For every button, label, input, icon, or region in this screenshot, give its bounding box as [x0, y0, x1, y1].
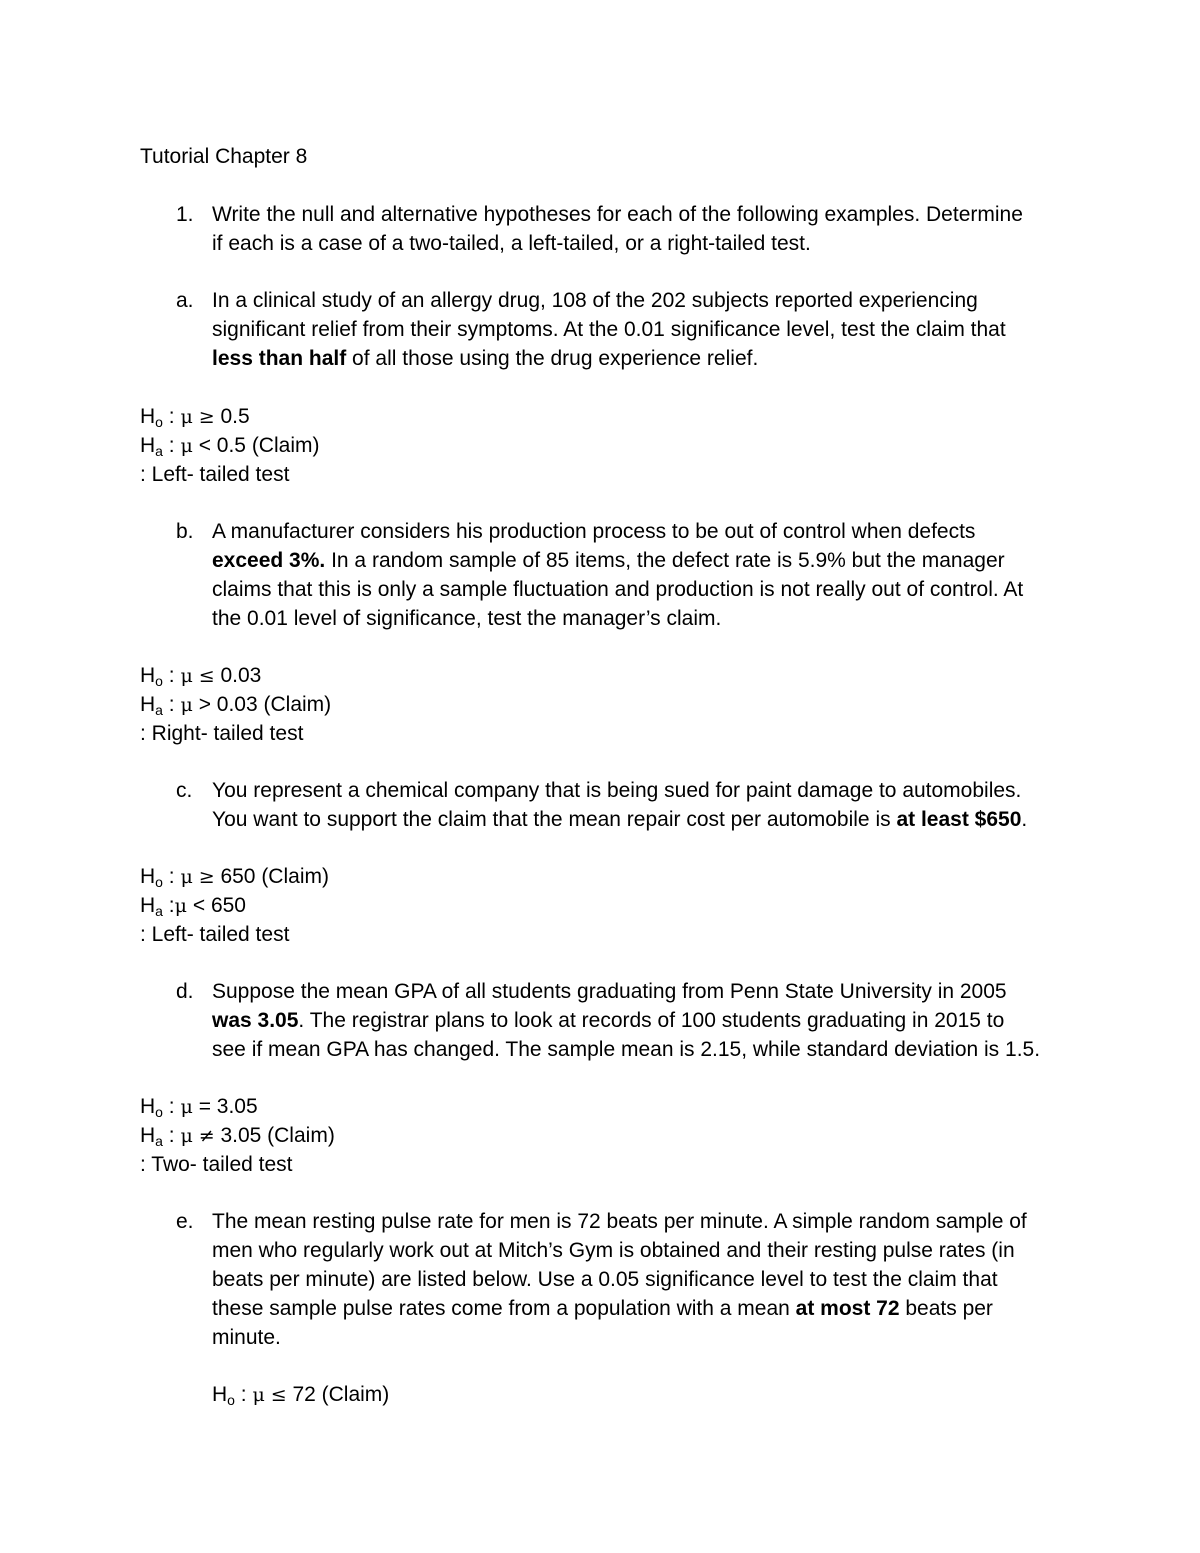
mu-symbol: μ: [180, 866, 193, 888]
item-c-line-1: You represent a chemical company that is being sued for paint damage to automobiles.: [212, 779, 1022, 802]
item-e-line-4: [212, 1294, 993, 1323]
item-b-line-4: the 0.01 level of significance, test the manager’s claim.: [212, 607, 722, 630]
subscript-o: o: [155, 874, 163, 890]
item-c-emphasis: at least $650: [896, 808, 1022, 831]
mu-symbol: μ: [174, 895, 187, 917]
subscript-o: o: [155, 1104, 163, 1120]
subscript-a: a: [155, 903, 163, 919]
item-b-marker: b.: [176, 520, 194, 543]
ha-value: 0.03 (Claim): [210, 693, 332, 716]
item-b-line-2: [212, 546, 1005, 575]
item-e-null-hypothesis: [212, 1380, 389, 1415]
mu-symbol: μ: [180, 1125, 193, 1147]
item-e-marker: e.: [176, 1210, 194, 1233]
item-b-line-1: A manufacturer considers his production process to be out of control when defects: [212, 520, 976, 543]
h-letter: H: [140, 1124, 156, 1147]
item-e-line-2: men who regularly work out at Mitch’s Gym is obtained and their resting pulse rates (in: [212, 1239, 1015, 1262]
item-a-line-2: significant relief from their symptoms. At the 0.01 significance level, test the claim that: [212, 318, 1006, 341]
colon: :: [162, 405, 181, 428]
h0-value: 72 (Claim): [286, 1383, 390, 1406]
colon: :: [162, 1124, 181, 1147]
page-title: Tutorial Chapter 8: [140, 145, 308, 168]
item-b-emphasis: exceed 3%.: [212, 549, 326, 572]
mu-symbol: μ: [252, 1384, 265, 1406]
item-d-line-3: see if mean GPA has changed. The sample mean is 2.15, while standard deviation is 1.5.: [212, 1038, 1041, 1061]
h-letter: H: [140, 405, 156, 428]
h-letter: H: [140, 894, 156, 917]
h-letter: H: [140, 664, 156, 687]
gt-symbol: >: [198, 693, 211, 716]
item-e-line-4-text: these sample pulse rates come from a population with a mean: [212, 1297, 796, 1320]
item-a-line-1: In a clinical study of an allergy drug, 108 of the 202 subjects reported experiencing: [212, 289, 978, 312]
subscript-a: a: [155, 702, 163, 718]
mu-symbol: μ: [180, 406, 193, 428]
ge-symbol: ≥: [198, 866, 215, 888]
item-d-marker: d.: [176, 980, 194, 1003]
ne-symbol: ≠: [198, 1125, 215, 1147]
h0-value: 3.05: [210, 1095, 258, 1118]
item-e-line-1: The mean resting pulse rate for men is 72 beats per minute. A simple random sample of: [212, 1210, 1027, 1233]
mu-symbol: μ: [180, 1096, 193, 1118]
h0-value: 650 (Claim): [214, 865, 329, 888]
colon: :: [162, 894, 175, 917]
lt-symbol: <: [192, 894, 206, 917]
item-c-line-2-text: You want to support the claim that the mean repair cost per automobile is: [212, 808, 897, 831]
item-b-line-3: claims that this is only a sample fluctuation and production is not really out of control. At: [212, 578, 1024, 601]
eq-symbol: =: [198, 1095, 211, 1118]
item-d-emphasis: was 3.05: [212, 1009, 299, 1032]
question-1-number: 1.: [176, 203, 194, 226]
item-a-marker: a.: [176, 289, 194, 312]
h-letter: H: [140, 865, 156, 888]
item-d-test-type: : Two- tailed test: [140, 1153, 293, 1176]
question-1-line-1: Write the null and alternative hypotheses for each of the following examples. Determine: [212, 203, 1023, 226]
subscript-a: a: [155, 443, 163, 459]
item-a-line-3: [212, 344, 758, 373]
item-d-line-2: [212, 1006, 1004, 1035]
ge-symbol: ≥: [198, 406, 215, 428]
h0-value: 0.5: [214, 405, 250, 428]
ha-value: 3.05 (Claim): [214, 1124, 335, 1147]
le-symbol: ≤: [270, 1384, 287, 1406]
colon: :: [162, 865, 181, 888]
item-e-emphasis: at most 72: [795, 1297, 900, 1320]
item-d-line-2-text: . The registrar plans to look at records of 100 students graduating in 2015 to: [298, 1009, 1005, 1032]
item-c-marker: c.: [176, 779, 193, 802]
item-b-line-2-text: In a random sample of 85 items, the defect rate is 5.9% but the manager: [325, 549, 1005, 572]
h-letter: H: [212, 1383, 228, 1406]
colon: :: [162, 1095, 181, 1118]
ha-value: 0.5 (Claim): [210, 434, 320, 457]
item-c-line-2: [212, 805, 1027, 834]
subscript-o: o: [155, 673, 163, 689]
subscript-o: o: [227, 1392, 235, 1408]
item-d-line-1: Suppose the mean GPA of all students graduating from Penn State University in 2005: [212, 980, 1007, 1003]
lt-symbol: <: [198, 434, 211, 457]
h-letter: H: [140, 434, 156, 457]
le-symbol: ≤: [198, 665, 215, 687]
colon: :: [162, 664, 181, 687]
ha-value: 650: [205, 894, 246, 917]
h-letter: H: [140, 1095, 156, 1118]
question-1-line-2: if each is a case of a two-tailed, a left-tailed, or a right-tailed test.: [212, 232, 811, 255]
colon: :: [162, 693, 181, 716]
item-a-emphasis: less than half: [212, 347, 347, 370]
item-e-line-3: beats per minute) are listed below. Use a 0.05 significance level to test the claim that: [212, 1268, 998, 1291]
mu-symbol: μ: [180, 665, 193, 687]
item-a-test-type: : Left- tailed test: [140, 463, 290, 486]
colon: :: [162, 434, 181, 457]
item-e-line-4-end: beats per: [899, 1297, 993, 1320]
subscript-a: a: [155, 1133, 163, 1149]
mu-symbol: μ: [180, 435, 193, 457]
subscript-o: o: [155, 414, 163, 430]
item-e-line-5: minute.: [212, 1326, 281, 1349]
item-c-test-type: : Left- tailed test: [140, 923, 290, 946]
mu-symbol: μ: [180, 694, 193, 716]
h-letter: H: [140, 693, 156, 716]
item-c-line-2-end: .: [1021, 808, 1028, 831]
h0-value: 0.03: [214, 664, 262, 687]
item-b-test-type: : Right- tailed test: [140, 722, 304, 745]
item-a-line-3-text: of all those using the drug experience relief.: [346, 347, 759, 370]
colon: :: [234, 1383, 253, 1406]
